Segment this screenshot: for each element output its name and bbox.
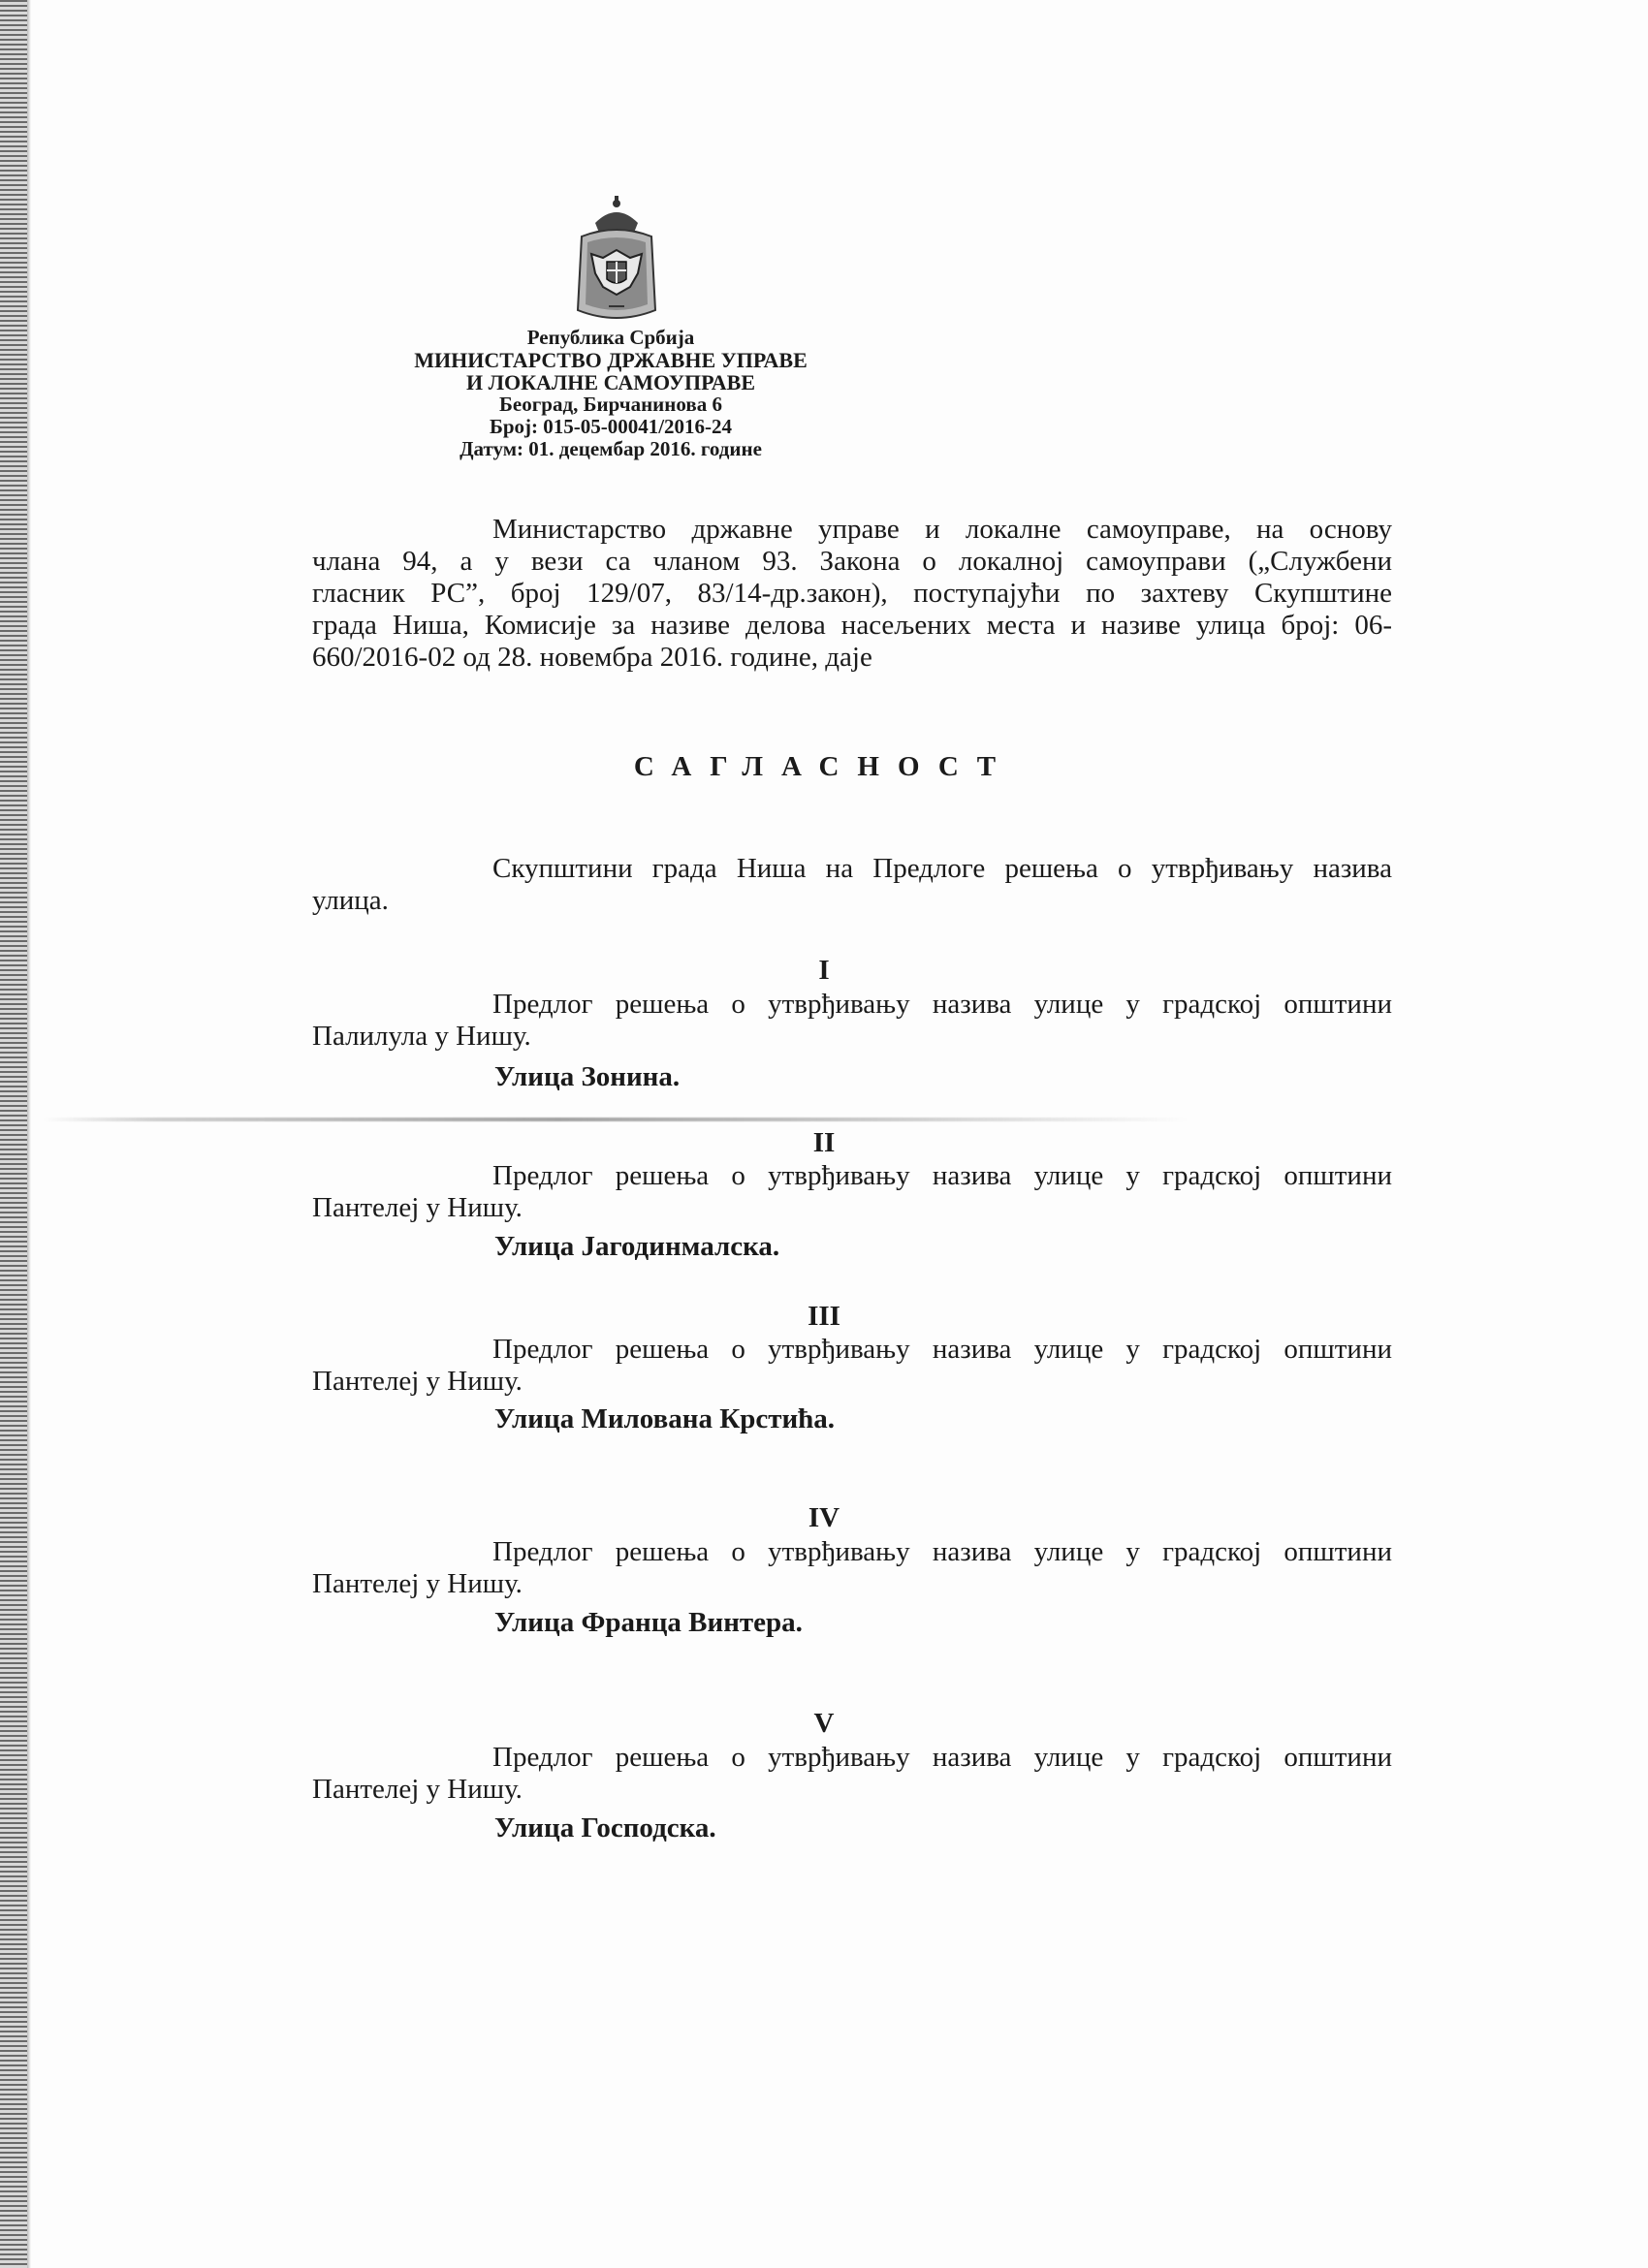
section-line-2: Пантелеј у Нишу. xyxy=(312,1568,523,1599)
street-name: Улица Зонина. xyxy=(494,1061,681,1092)
section-line-2: Пантелеј у Нишу. xyxy=(312,1366,523,1397)
section-numeral: I xyxy=(818,955,830,986)
section-numeral: III xyxy=(808,1301,840,1332)
section-line-1: Предлог решења о утврђивању назива улице у градској општини xyxy=(492,1742,1392,1773)
intro-line-4: града Ниша, Комисије за називе делова насељених места и називе улица број: 06- xyxy=(312,610,1392,641)
consent-line-1: Скупштини града Ниша на Предлоге решења о утврђивању назива xyxy=(492,853,1392,884)
consent-line-2: улица. xyxy=(312,885,389,916)
intro-line-3: гласник РС”, број 129/07, 83/14-др.закон), поступајући по захтеву Скупштине xyxy=(312,578,1392,609)
street-name: Улица Господска. xyxy=(494,1812,716,1843)
republic-label: Република Србија xyxy=(526,326,695,349)
paper-fold-mark xyxy=(44,1118,1188,1121)
section-line-2: Пантелеј у Нишу. xyxy=(312,1192,523,1223)
section-line-2: Пантелеј у Нишу. xyxy=(312,1774,523,1805)
section-line-2: Палилула у Нишу. xyxy=(312,1021,531,1052)
section-line-1: Предлог решења о утврђивању назива улице у градској општини xyxy=(492,1536,1392,1567)
intro-line-1: Министарство државне управе и локалне самоуправе, на основу xyxy=(492,514,1392,545)
intro-line-5: 660/2016-02 од 28. новембра 2016. године, даје xyxy=(312,642,872,673)
section-text xyxy=(312,1160,1392,1224)
document-number: Број: 015-05-00041/2016-24 xyxy=(489,415,733,438)
ministry-name-line2: И ЛОКАЛНЕ САМОУПРАВЕ xyxy=(465,370,756,394)
document-date: Датум: 01. децембар 2016. године xyxy=(460,437,762,460)
street-name: Улица Јагодинмалска. xyxy=(494,1231,780,1262)
section-line-1: Предлог решења о утврђивању назива улице у градској општини xyxy=(492,1160,1392,1191)
ministry-header xyxy=(368,327,853,460)
coat-of-arms-icon xyxy=(574,194,659,326)
intro-paragraph xyxy=(312,514,1392,674)
ministry-name-line1: МИНИСТАРСТВО ДРЖАВНЕ УПРАВЕ xyxy=(414,348,808,372)
section-numeral: V xyxy=(813,1708,835,1739)
section-numeral: II xyxy=(812,1127,836,1158)
intro-line-2: члана 94, а у вези са чланом 93. Закона о локалној самоуправи („Службени xyxy=(312,546,1392,577)
section-text xyxy=(312,1536,1392,1600)
section-text xyxy=(312,989,1392,1053)
document-title: САГЛАСНОСТ xyxy=(633,751,1015,782)
section-line-1: Предлог решења о утврђивању назива улице у градској општини xyxy=(492,1334,1392,1365)
section-text xyxy=(312,1334,1392,1398)
section-text xyxy=(312,1742,1392,1806)
ministry-address: Београд, Бирчанинова 6 xyxy=(499,393,722,416)
section-line-1: Предлог решења о утврђивању назива улице у градској општини xyxy=(492,989,1392,1020)
section-numeral: IV xyxy=(808,1502,840,1533)
street-name: Улица Милована Крстића. xyxy=(494,1403,836,1434)
consent-paragraph xyxy=(312,853,1392,917)
street-name: Улица Франца Винтера. xyxy=(494,1607,803,1638)
